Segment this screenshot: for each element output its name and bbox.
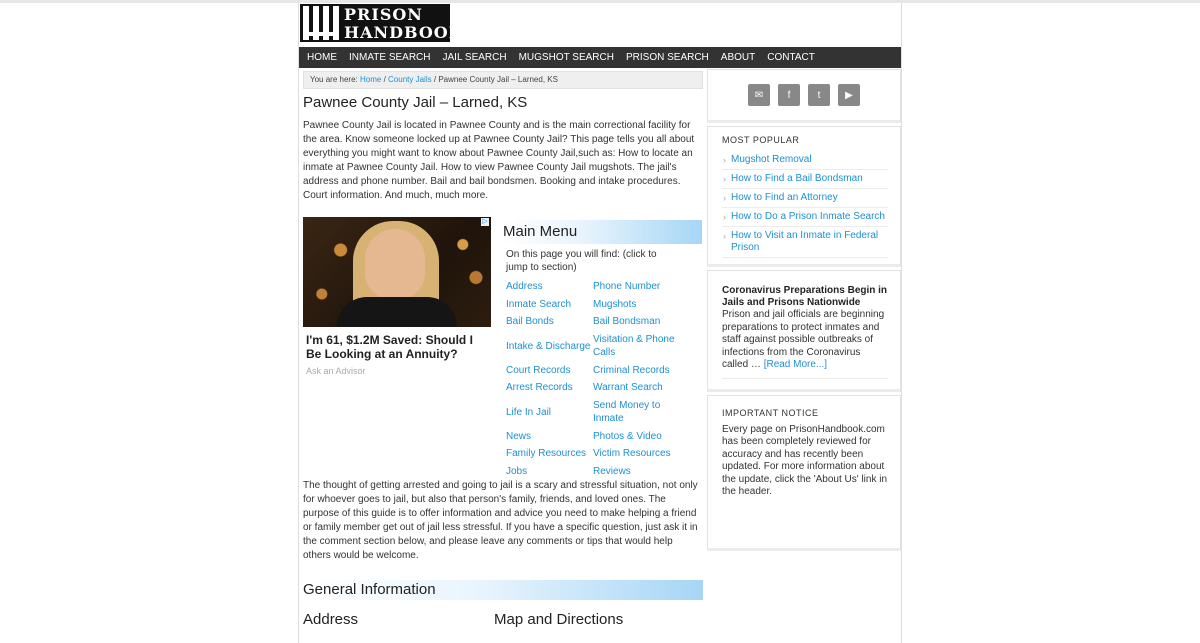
menu-link-address[interactable]: Address — [506, 281, 543, 293]
breadcrumb-current: Pawnee County Jail – Larned, KS — [438, 75, 558, 84]
menu-link-mugshots[interactable]: Mugshots — [593, 298, 637, 310]
popular-link-bail-bondsman[interactable]: How to Find a Bail Bondsman — [731, 173, 863, 184]
main-menu — [502, 220, 702, 480]
page-title: Pawnee County Jail – Larned, KS — [303, 94, 528, 111]
nav-jail-search[interactable]: JAIL SEARCH — [442, 52, 507, 63]
nav-home[interactable]: HOME — [307, 52, 337, 63]
notice-body: Every page on PrisonHandbook.com has been completely reviewed for accuracy and has recently been updated. For more information about the update, click the 'About Us' link in the header. — [722, 423, 888, 497]
popular-link-mugshot-removal[interactable]: Mugshot Removal — [731, 154, 812, 165]
news-widget — [707, 270, 901, 392]
twitter-icon[interactable]: t — [808, 84, 830, 106]
breadcrumb — [303, 71, 703, 89]
guide-paragraph: The thought of getting arrested and going to jail is a scary and stressful situation, not only for whoever goes to jail, but also that person's family, friends, and loved ones. The purpose of this guide is to offer information and advice you need to make helping a friend or family member get out of jail less stressful. If you have a specific question, just ask it in the comment section below, and please leave any comments or tips that would help others would be welcome. — [303, 480, 698, 561]
logo-text-line2: HANDBOOK — [344, 23, 464, 42]
menu-link-bail-bonds[interactable]: Bail Bonds — [506, 316, 554, 328]
menu-link-family-resources[interactable]: Family Resources — [506, 448, 587, 460]
main-menu-title: Main Menu — [502, 220, 702, 244]
nav-prison-search[interactable]: PRISON SEARCH — [625, 52, 709, 63]
adchoices-icon[interactable]: ▷ — [482, 218, 488, 225]
menu-link-criminal-records[interactable]: Criminal Records — [593, 364, 670, 376]
main-content — [303, 71, 703, 628]
general-information-heading: General Information — [303, 580, 703, 600]
read-more-link[interactable]: [Read More...] — [763, 359, 828, 370]
popular-link-attorney[interactable]: How to Find an Attorney — [731, 192, 838, 203]
main-menu-links — [506, 278, 702, 480]
main-nav — [299, 47, 901, 68]
menu-link-send-money[interactable]: Send Money to Inmate — [593, 400, 661, 424]
menu-link-news[interactable]: News — [506, 430, 532, 442]
important-notice-widget — [707, 395, 901, 551]
intro-paragraph: Pawnee County Jail is located in Pawnee County and is the main correctional facility for the area. Know someone locked up at Pawnee County Jail? This page tells you all about everything you might want to know about Pawnee County Jail,such as: How to locate an inmate at Pawnee County Jail. How to view Pawnee County Jail mugshots. The jail's address and phone number. Bail and bail bondsmen. Booking and intake procedures. Court information. And much, much more. — [303, 120, 695, 201]
breadcrumb-separator: / — [433, 75, 437, 84]
nav-about[interactable]: ABOUT — [720, 52, 756, 63]
menu-link-jobs[interactable]: Jobs — [506, 465, 528, 477]
menu-link-arrest-records[interactable]: Arrest Records — [506, 382, 573, 394]
ad-source[interactable]: Ask an Advisor — [306, 366, 366, 376]
menu-link-victim-resources[interactable]: Victim Resources — [593, 448, 671, 460]
menu-link-bail-bondsman[interactable]: Bail Bondsman — [593, 316, 661, 328]
ad-headline[interactable]: I'm 61, $1.2M Saved: Should I Be Looking at an Annuity? — [306, 333, 473, 361]
list-item — [722, 189, 888, 208]
site-container — [298, 3, 902, 643]
site-logo[interactable] — [300, 4, 464, 42]
list-item — [722, 227, 888, 258]
breadcrumb-separator: / — [383, 75, 386, 84]
sidebar — [707, 69, 901, 551]
logo-text-line1: PRISON — [344, 5, 423, 24]
menu-link-visitation-phone-calls[interactable]: Visitation & Phone Calls — [593, 334, 675, 358]
social-icons — [707, 69, 901, 123]
popular-link-visit-federal[interactable]: How to Visit an Inmate in Federal Prison — [731, 230, 879, 253]
breadcrumb-home-link[interactable]: Home — [359, 75, 382, 84]
list-item — [722, 170, 888, 189]
most-popular-title: MOST POPULAR — [722, 135, 800, 145]
ad-image[interactable] — [303, 217, 491, 327]
facebook-icon[interactable]: f — [778, 84, 800, 106]
address-heading: Address — [303, 611, 359, 628]
breadcrumb-county-jails-link[interactable]: County Jails — [388, 75, 432, 84]
menu-link-inmate-search[interactable]: Inmate Search — [506, 298, 572, 310]
sponsored-ad[interactable] — [303, 217, 491, 376]
menu-link-intake-discharge[interactable]: Intake & Discharge — [506, 340, 591, 352]
menu-link-court-records[interactable]: Court Records — [506, 364, 571, 376]
menu-link-phone-number[interactable]: Phone Number — [593, 281, 661, 293]
prison-bars-icon — [303, 6, 339, 40]
map-directions-heading: Map and Directions — [494, 611, 624, 628]
popular-link-inmate-search[interactable]: How to Do a Prison Inmate Search — [731, 211, 885, 222]
youtube-icon[interactable]: ▶ — [838, 84, 860, 106]
news-title[interactable]: Coronavirus Preparations Begin in Jails and Prisons Nationwide — [722, 285, 888, 308]
list-item — [722, 208, 888, 227]
most-popular-widget — [707, 126, 901, 267]
breadcrumb-prefix: You are here: — [310, 75, 358, 84]
list-item — [722, 151, 888, 170]
nav-mugshot-search[interactable]: MUGSHOT SEARCH — [518, 52, 614, 63]
main-menu-intro: On this page you will find: (click to jump to section) — [506, 249, 657, 273]
menu-link-photos-video[interactable]: Photos & Video — [593, 430, 662, 442]
menu-link-life-in-jail[interactable]: Life In Jail — [506, 406, 552, 418]
news-body: Prison and jail officials are beginning preparations to protect inmates and staff against possible outbreaks of infections from the Coronavirus called … — [722, 309, 885, 370]
menu-link-reviews[interactable]: Reviews — [593, 465, 631, 477]
email-icon[interactable]: ✉ — [748, 84, 770, 106]
nav-inmate-search[interactable]: INMATE SEARCH — [349, 52, 431, 63]
nav-contact[interactable]: CONTACT — [767, 52, 815, 63]
notice-title: IMPORTANT NOTICE — [722, 407, 819, 418]
news-excerpt — [722, 309, 888, 379]
menu-link-warrant-search[interactable]: Warrant Search — [593, 382, 663, 394]
